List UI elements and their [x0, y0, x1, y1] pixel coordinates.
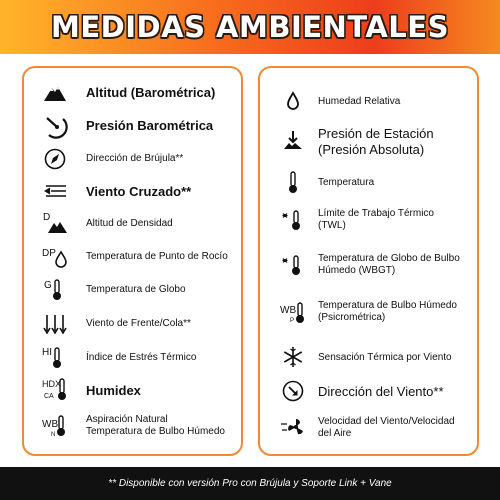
- list-item-label: Índice de Estrés Térmico: [86, 352, 197, 363]
- humidex-icon: [42, 376, 68, 402]
- svg-text:G: G: [44, 280, 52, 291]
- list-item-label: Límite de Trabajo Térmico (TWL): [318, 208, 434, 231]
- wbgt-icon: [280, 253, 306, 279]
- svg-text:N: N: [51, 432, 56, 438]
- wind-direction-icon: [280, 378, 306, 404]
- natural-wet-bulb-icon: [42, 412, 68, 438]
- twl-icon: [280, 208, 306, 234]
- list-item-label: Temperatura de Globo: [86, 284, 186, 295]
- list-item-label: Aspiración Natural Temperatura de Bulbo Húmedo: [86, 414, 225, 437]
- svg-text:WB: WB: [280, 305, 297, 316]
- list-item-label: Humedad Relativa: [318, 96, 401, 107]
- list-item-label: Sensación Térmica por Viento: [318, 352, 452, 363]
- left-panel: [22, 66, 243, 456]
- list-item-label: Altitud (Barométrica): [86, 85, 216, 100]
- thermometer-icon: [280, 169, 306, 195]
- head-tail-wind-icon: [42, 311, 68, 337]
- svg-text:HDX: HDX: [42, 379, 62, 389]
- psychrometric-icon: [280, 300, 306, 326]
- globe-thermometer-icon: [42, 276, 68, 302]
- list-item-label: Presión de Estación (Presión Absoluta): [318, 126, 434, 157]
- mountain-icon: [42, 80, 68, 106]
- compass-icon: [42, 146, 68, 172]
- svg-text:CA: CA: [44, 393, 54, 400]
- list-item-label: Dirección de Brújula**: [86, 153, 184, 164]
- right-panel: [258, 66, 479, 456]
- dew-point-icon: [42, 244, 68, 270]
- footer-note: ** Disponible con versión Pro con Brújula y Soporte Link + Vane: [108, 478, 392, 489]
- svg-text:P: P: [290, 318, 295, 324]
- list-item-label: Temperatura de Bulbo Húmedo (Psicrométrica): [318, 300, 457, 323]
- footer: [0, 467, 500, 500]
- svg-text:HI: HI: [42, 347, 52, 358]
- pressure-dial-icon: [42, 113, 68, 139]
- list-item-label: Altitud de Densidad: [86, 218, 173, 229]
- page-title: MEDIDAS AMBIENTALES: [51, 10, 449, 44]
- wind-speed-icon: [280, 414, 306, 440]
- list-item-label: Viento de Frente/Cola**: [86, 318, 191, 329]
- svg-text:DP: DP: [42, 248, 56, 259]
- list-item-label: Temperatura de Punto de Rocío: [86, 251, 228, 262]
- list-item-label: Dirección del Viento**: [318, 384, 444, 399]
- list-item-label: Velocidad del Viento/Velocidad del Aire: [318, 416, 455, 439]
- list-item-label: Viento Cruzado**: [86, 184, 192, 199]
- list-item-label: Temperatura: [318, 177, 375, 188]
- list-item-label: Temperatura de Globo de Bulbo Húmedo (WBGT): [318, 253, 460, 276]
- list-item-label: Presión Barométrica: [86, 118, 214, 133]
- svg-text:WB: WB: [42, 419, 59, 430]
- list-item-label: Humidex: [86, 383, 141, 398]
- density-altitude-icon: [42, 210, 68, 236]
- heat-index-icon: [42, 344, 68, 370]
- crosswind-icon: [42, 178, 68, 204]
- station-pressure-icon: [280, 128, 306, 154]
- humidity-drop-icon: [280, 88, 306, 114]
- title-banner: [0, 0, 500, 54]
- svg-text:D: D: [43, 212, 51, 223]
- wind-chill-icon: [280, 344, 306, 370]
